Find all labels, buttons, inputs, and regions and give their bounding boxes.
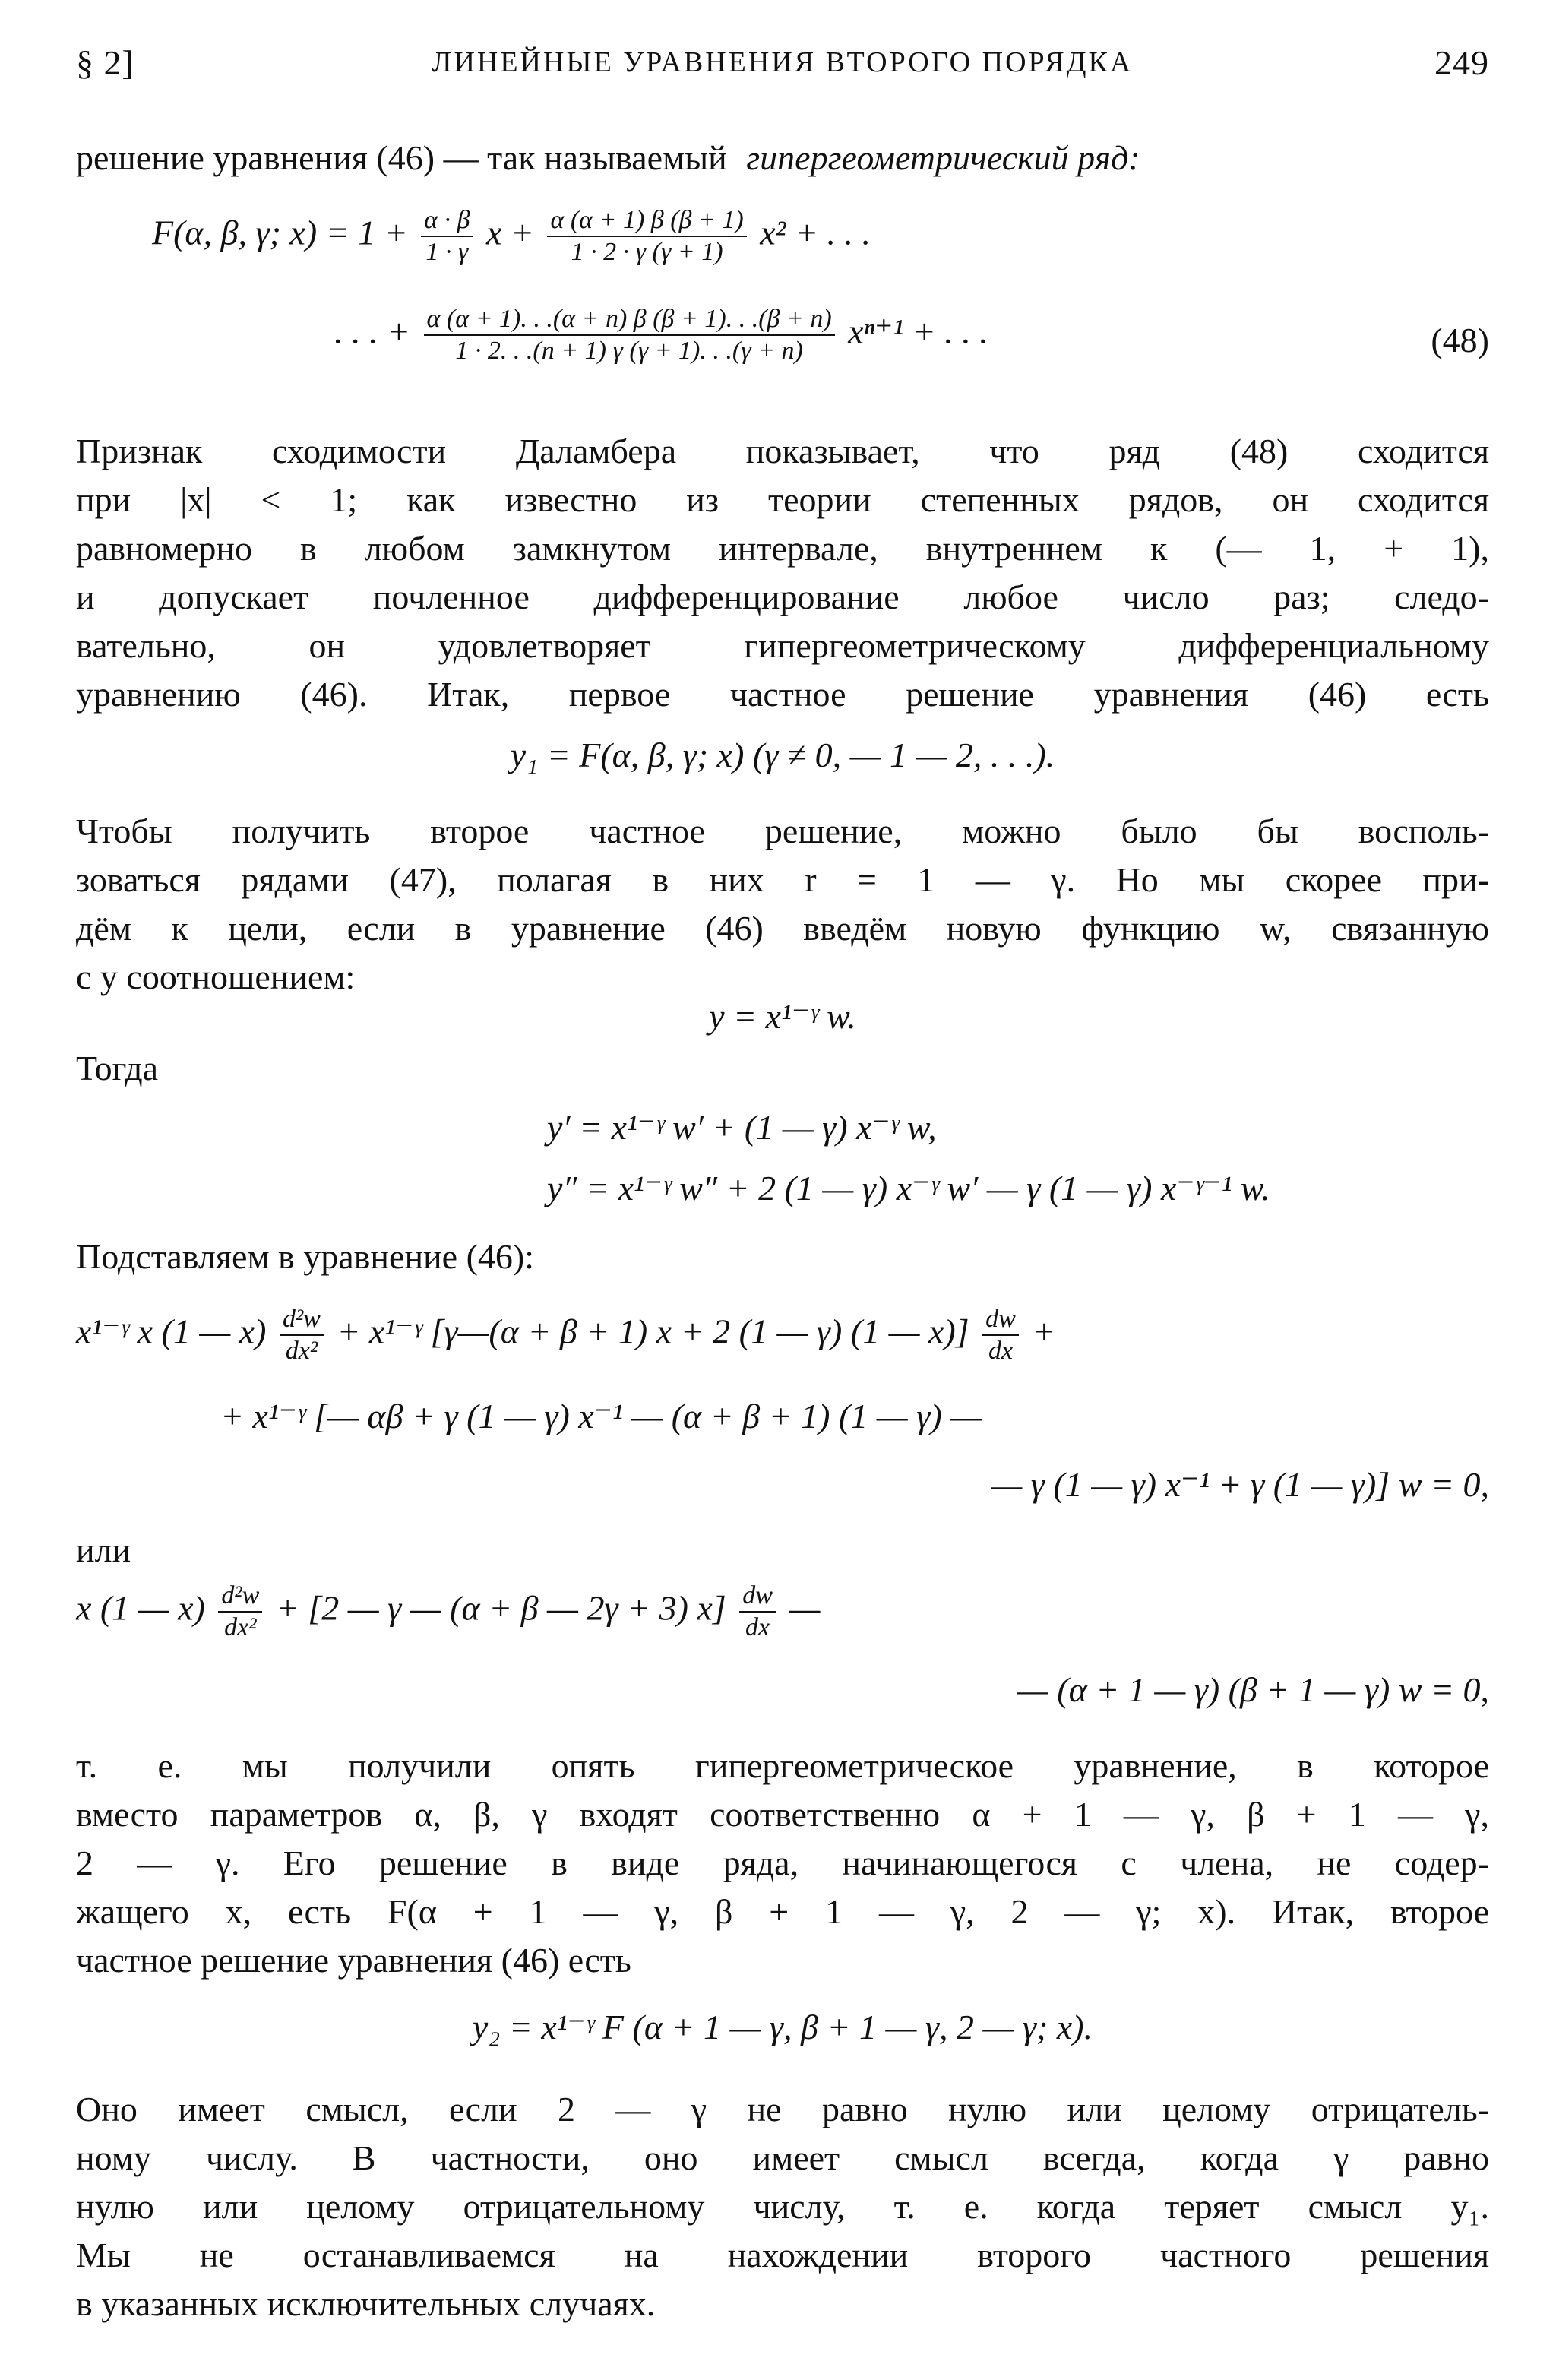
paragraph-line: Оно имеет смысл, если 2 — γ не равно нулю или целому отрицатель- bbox=[76, 2090, 1489, 2128]
equation-transformed-line1 bbox=[76, 1581, 820, 1643]
denominator: dx bbox=[745, 1613, 770, 1641]
paragraph-line: дём к цели, если в уравнение (46) введём новую функцию w, связанную bbox=[76, 909, 1489, 948]
eq-text: x + bbox=[486, 213, 534, 252]
paragraph-line: 2 — γ. Его решение в виде ряда, начинающегося с члена, не содер- bbox=[76, 1844, 1489, 1882]
numerator: dw bbox=[982, 1304, 1019, 1336]
equation-transformed-line2: — (α + 1 — γ) (β + 1 — γ) w = 0, bbox=[1017, 1670, 1489, 1709]
paragraph-line: или bbox=[76, 1530, 131, 1569]
denominator: dx² bbox=[224, 1613, 257, 1641]
fraction bbox=[218, 1581, 262, 1643]
equation-y-double-prime: y″ = x¹⁻ᵞ w″ + 2 (1 — γ) x⁻ᵞ w′ — γ (1 — γ) x⁻ᵞ⁻¹ w. bbox=[547, 1169, 1270, 1207]
equation-substituted-line1 bbox=[76, 1304, 1489, 1366]
paragraph-line: с y соотношением: bbox=[76, 957, 356, 996]
fraction bbox=[280, 1304, 324, 1366]
paragraph-line: Тогда bbox=[76, 1049, 159, 1087]
denominator: dx bbox=[988, 1337, 1014, 1365]
paragraph-line: в указанных исключительных случаях. bbox=[76, 2284, 656, 2323]
paragraph-line: зоваться рядами (47), полагая в них r = 1 — γ. Но мы скорее при- bbox=[76, 860, 1489, 899]
eq-text: x (1 — x) bbox=[76, 1588, 205, 1628]
paragraph-line: Чтобы получить второе частное решение, можно было бы восполь- bbox=[76, 812, 1489, 850]
numerator: α · β bbox=[421, 205, 473, 237]
section-number: § 2] bbox=[76, 43, 134, 82]
paragraph-line: вместо параметров α, β, γ входят соответственно α + 1 — γ, β + 1 — γ, bbox=[76, 1795, 1489, 1834]
denominator: 1 · γ bbox=[425, 238, 469, 266]
paragraph-line bbox=[76, 137, 1489, 179]
eq-text: + bbox=[1032, 1312, 1056, 1351]
denominator: dx² bbox=[285, 1337, 318, 1365]
running-header bbox=[76, 43, 1489, 96]
numerator: α (α + 1) β (β + 1) bbox=[547, 205, 746, 237]
paragraph-line: Признак сходимости Даламбера показывает, что ряд (48) сходится bbox=[76, 432, 1489, 470]
equation-label: (48) bbox=[1431, 321, 1489, 359]
paragraph-line: частное решение уравнения (46) есть bbox=[76, 1941, 631, 1980]
paragraph-line: нулю или целому отрицательному числу, т. е. когда теряет смысл y₁. bbox=[76, 2187, 1489, 2226]
eq-text: x¹⁻ᵞ x (1 — x) bbox=[76, 1312, 267, 1351]
paragraph-line: Мы не останавливаемся на нахождении второго частного решения bbox=[76, 2236, 1489, 2274]
equation-substituted-line3: — γ (1 — γ) x⁻¹ + γ (1 — γ)] w = 0, bbox=[991, 1465, 1489, 1504]
paragraph-line: и допускает почленное дифференцирование любое число раз; следо- bbox=[76, 578, 1489, 616]
eq-text: xⁿ⁺¹ + . . . bbox=[848, 312, 988, 351]
numerator: d²w bbox=[218, 1581, 262, 1613]
paragraph-line: жащего x, есть F(α + 1 — γ, β + 1 — γ, 2 — γ; x). Итак, второе bbox=[76, 1892, 1489, 1931]
eq-text: F(α, β, γ; x) = 1 + bbox=[152, 213, 408, 252]
eq-text: + [2 — γ — (α + β — 2γ + 3) x] bbox=[275, 1588, 726, 1628]
equation-48-line1 bbox=[152, 205, 871, 267]
equation-y1: y₁ = F(α, β, γ; x) (γ ≠ 0, — 1 — 2, . . .). bbox=[510, 736, 1055, 774]
numerator: dw bbox=[739, 1581, 776, 1613]
fraction bbox=[739, 1581, 776, 1643]
fraction bbox=[424, 304, 835, 366]
fraction bbox=[421, 205, 473, 267]
eq-text: — bbox=[789, 1588, 821, 1628]
equation-48-line2 bbox=[334, 304, 988, 366]
page-number: 249 bbox=[1434, 43, 1489, 82]
fraction bbox=[982, 1304, 1019, 1366]
numerator: d²w bbox=[280, 1304, 324, 1336]
denominator: 1 · 2 · γ (γ + 1) bbox=[571, 238, 723, 266]
denominator: 1 · 2. . .(n + 1) γ (γ + 1). . .(γ + n) bbox=[455, 337, 803, 365]
equation-substitution: y = x¹⁻ᵞ w. bbox=[709, 997, 856, 1036]
eq-text: x² + . . . bbox=[760, 213, 871, 252]
fraction bbox=[547, 205, 746, 267]
paragraph-line: равномерно в любом замкнутом интервале, внутреннем к (— 1, + 1), bbox=[76, 529, 1489, 568]
numerator: α (α + 1). . .(α + n) β (β + 1). . .(β + n) bbox=[424, 304, 835, 336]
paragraph-line: при |x| < 1; как известно из теории степенных рядов, он сходится bbox=[76, 480, 1489, 519]
text-span: решение уравнения (46) — так называемый bbox=[76, 138, 727, 177]
eq-text: . . . + bbox=[334, 312, 411, 351]
paragraph-line: т. е. мы получили опять гипергеометрическое уравнение, в которое bbox=[76, 1746, 1489, 1785]
running-title: ЛИНЕЙНЫЕ УРАВНЕНИЯ ВТОРОГО ПОРЯДКА bbox=[432, 46, 1134, 78]
paragraph-line: вательно, он удовлетворяет гипергеометрическому дифференциальному bbox=[76, 626, 1489, 665]
equation-y2: y₂ = x¹⁻ᵞ F (α + 1 — γ, β + 1 — γ, 2 — γ; x). bbox=[472, 2008, 1093, 2046]
term-italic: гипергеометрический ряд: bbox=[746, 138, 1140, 177]
paragraph-line: ному числу. В частности, оно имеет смысл всегда, когда γ равно bbox=[76, 2138, 1489, 2177]
equation-substituted-line2: + x¹⁻ᵞ [— αβ + γ (1 — γ) x⁻¹ — (α + β + 1) (1 — γ) — bbox=[220, 1397, 982, 1435]
book-page bbox=[76, 0, 1489, 2380]
paragraph-line: уравнению (46). Итак, первое частное решение уравнения (46) есть bbox=[76, 675, 1489, 714]
paragraph-line: Подставляем в уравнение (46): bbox=[76, 1237, 535, 1276]
eq-text: + x¹⁻ᵞ [γ—(α + β + 1) x + 2 (1 — γ) (1 — x)] bbox=[337, 1312, 969, 1351]
equation-y-prime: y′ = x¹⁻ᵞ w′ + (1 — γ) x⁻ᵞ w, bbox=[547, 1108, 937, 1147]
